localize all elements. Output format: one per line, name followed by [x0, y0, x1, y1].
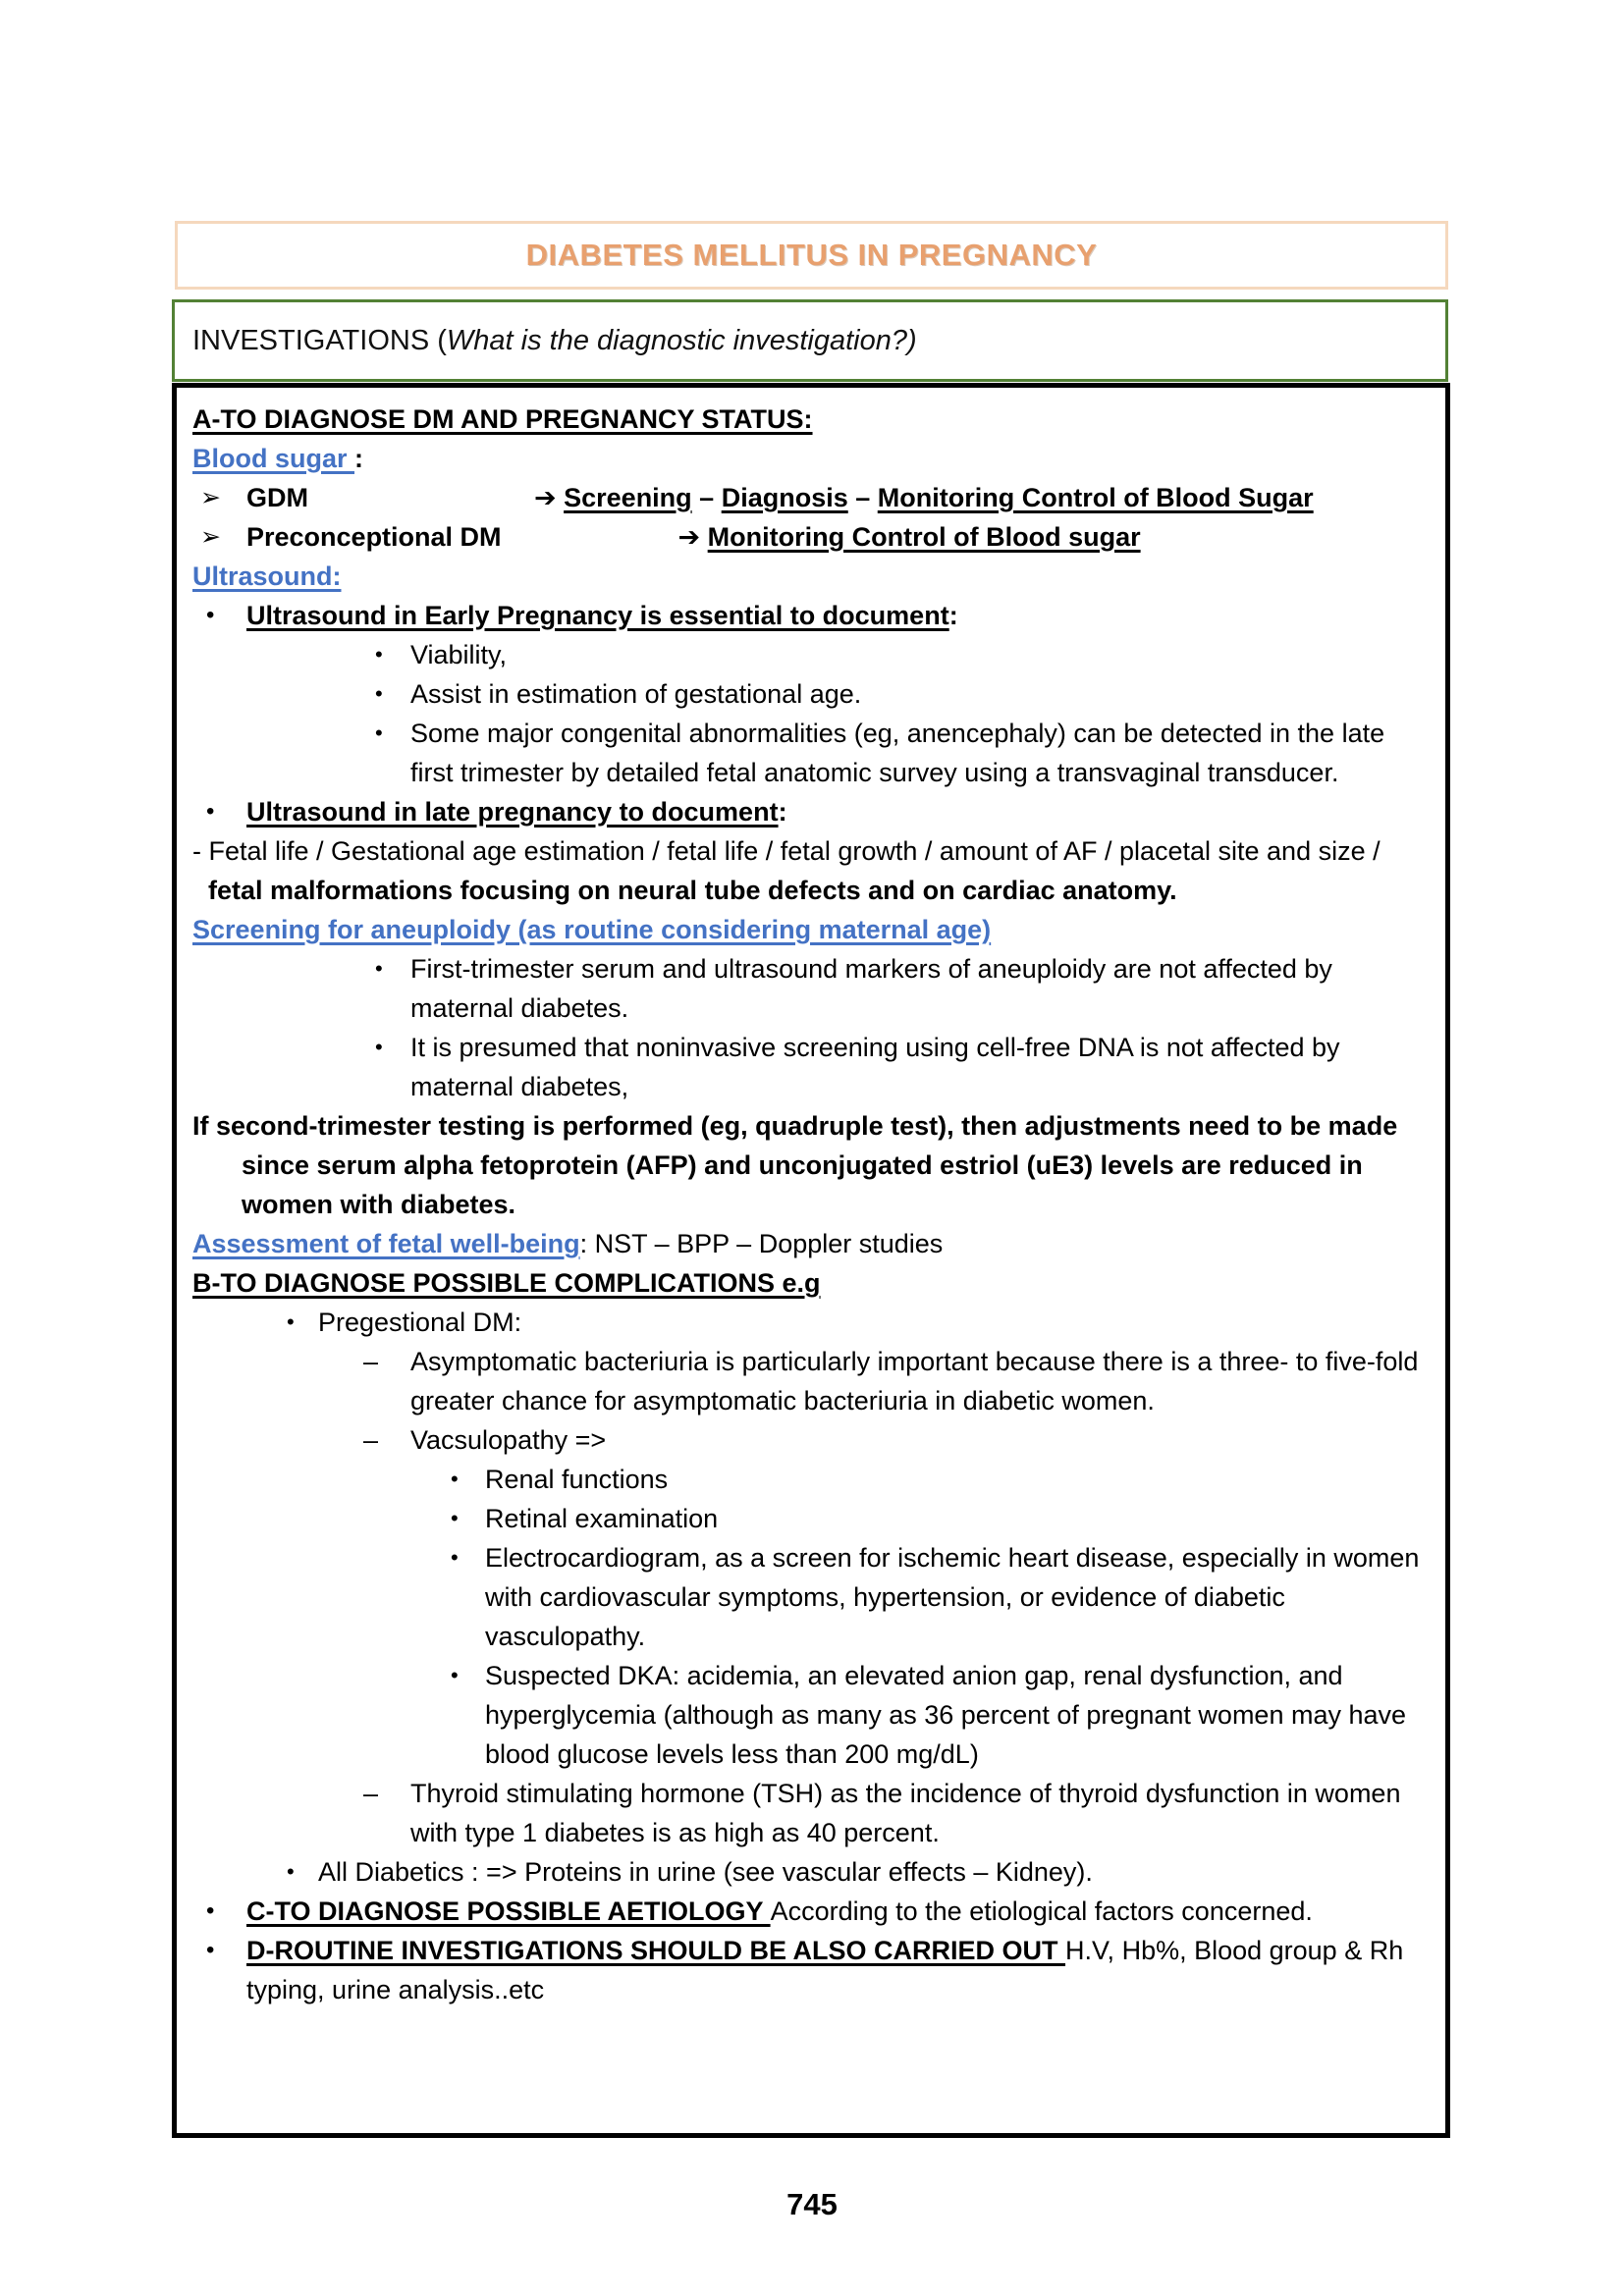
- bullet-marker: •: [375, 642, 383, 667]
- content-line: [192, 1420, 1428, 1460]
- text-run: C-TO DIAGNOSE POSSIBLE AETIOLOGY: [246, 1896, 771, 1926]
- content-line: [192, 1460, 1428, 1499]
- text-run: GDM: [246, 483, 308, 512]
- content-line: [192, 478, 1428, 517]
- text-run: :: [354, 444, 364, 473]
- content-line: [192, 1931, 1428, 2009]
- content-line: [192, 1224, 1428, 1263]
- bullet-marker: •: [287, 1309, 295, 1334]
- content-line: [192, 674, 1428, 714]
- bullet-marker: •: [451, 1545, 459, 1570]
- bullet-marker: •: [375, 1035, 383, 1059]
- question-box: [172, 299, 1448, 382]
- text-run: Thyroid stimulating hormone (TSH) as the incidence of thyroid dysfunction in women with type 1 diabetes is as high as 40 percent.: [410, 1779, 1401, 1847]
- text-run: :: [778, 797, 787, 827]
- text-run: A-TO DIAGNOSE DM AND PREGNANCY STATUS:: [192, 404, 813, 434]
- content-line: [192, 400, 1428, 439]
- bullet-marker: •: [451, 1663, 459, 1687]
- page-number: 745: [786, 2187, 838, 2221]
- text-run: Vacsulopathy =>: [410, 1425, 607, 1455]
- text-run: Retinal examination: [485, 1504, 719, 1533]
- content-line: [192, 1774, 1428, 1852]
- bullet-marker: •: [375, 721, 383, 745]
- text-run: D-ROUTINE INVESTIGATIONS SHOULD BE ALSO CARRIED OUT: [246, 1936, 1066, 1965]
- text-run: Ultrasound in Early Pregnancy is essential to document: [246, 601, 949, 630]
- content-line: [192, 635, 1428, 674]
- content-line: [192, 1538, 1428, 1656]
- content-box: [172, 383, 1450, 2138]
- text-run: Monitoring Control of Blood sugar: [707, 522, 1141, 552]
- text-run: According to the etiological factors concerned.: [770, 1896, 1313, 1926]
- bullet-marker: –: [363, 1779, 379, 1808]
- content-line: [192, 596, 1428, 635]
- content-line: [192, 557, 1428, 596]
- text-run: Preconceptional DM: [246, 522, 502, 552]
- text-run: –: [847, 483, 878, 512]
- bullet-marker: •: [451, 1506, 459, 1530]
- text-run: Assessment of fetal well-being: [192, 1229, 580, 1258]
- text-run: Renal functions: [485, 1465, 669, 1494]
- bullet-marker: •: [206, 1897, 215, 1924]
- bullet-marker: •: [206, 1937, 215, 1963]
- content-line: [192, 1499, 1428, 1538]
- content-line: [192, 792, 1428, 831]
- content-line: [192, 517, 1428, 557]
- text-run: Diagnosis: [721, 483, 848, 512]
- content-line: [192, 1852, 1428, 1892]
- content-line: [192, 910, 1428, 949]
- text-run: ➔: [534, 483, 565, 512]
- text-run: Assist in estimation of gestational age.: [410, 679, 862, 709]
- bullet-marker: –: [363, 1425, 379, 1455]
- content-line: [192, 949, 1428, 1028]
- text-run: ➔: [677, 522, 708, 552]
- text-run: fetal malformations focusing on neural tube defects and on cardiac anatomy.: [208, 876, 1177, 905]
- text-run: If second-trimester testing is performed (eg, quadruple test), then adjustments need to be made since serum alpha fetoprotein (AFP) and unconjugated estriol (uE3) levels are reduced in women with diabetes.: [192, 1111, 1398, 1219]
- question-text: [192, 325, 917, 357]
- bullet-marker: ➢: [200, 484, 221, 511]
- text-run: Ultrasound in late pregnancy to document: [246, 797, 779, 827]
- text-run: Suspected DKA: acidemia, an elevated anion gap, renal dysfunction, and hyperglycemia (although as many as 36 percent of pregnant women may have blood glucose levels less than 200 mg/dL): [485, 1661, 1407, 1769]
- content-lines: [192, 400, 1428, 2009]
- bullet-marker: •: [375, 956, 383, 981]
- content-line: [192, 1656, 1428, 1774]
- content-line: [192, 714, 1428, 792]
- bullet-marker: •: [287, 1859, 295, 1884]
- text-run: B-TO DIAGNOSE POSSIBLE COMPLICATIONS e.g: [192, 1268, 821, 1298]
- text-run: Viability,: [410, 640, 508, 669]
- title-box: [175, 221, 1448, 290]
- text-run: H.V, Hb%, Blood group & Rh typing, urine analysis..etc: [246, 1936, 1404, 2004]
- text-run: –: [691, 483, 722, 512]
- content-line: [192, 831, 1428, 910]
- text-run: It is presumed that noninvasive screening using cell-free DNA is not affected by maternal diabetes,: [410, 1033, 1340, 1101]
- text-run: Electrocardiogram, as a screen for ischemic heart disease, especially in women with cardiovascular symptoms, hypertension, or evidence of diabetic vasculopathy.: [485, 1543, 1420, 1651]
- bullet-marker: •: [375, 681, 383, 706]
- question-prefix: INVESTIGATIONS (: [192, 324, 447, 356]
- bullet-marker: –: [363, 1347, 379, 1376]
- text-run: Pregestional DM:: [318, 1308, 522, 1337]
- text-run: Blood sugar: [192, 444, 355, 473]
- text-run: Monitoring Control of Blood Sugar: [877, 483, 1314, 512]
- content-line: [192, 1892, 1428, 1931]
- content-line: [192, 1303, 1428, 1342]
- text-run: All Diabetics : => Proteins in urine (see vascular effects – Kidney).: [318, 1857, 1093, 1887]
- content-line: [192, 1028, 1428, 1106]
- text-run: Ultrasound:: [192, 561, 342, 591]
- text-run: Screening: [564, 483, 692, 512]
- question-italic: What is the diagnostic investigation?: [446, 324, 907, 356]
- text-run: : NST – BPP – Doppler studies: [579, 1229, 944, 1258]
- bullet-marker: •: [451, 1467, 459, 1491]
- bullet-marker: •: [206, 602, 215, 628]
- page-title: DIABETES MELLITUS IN PREGNANCY: [525, 238, 1098, 272]
- content-line: [192, 1342, 1428, 1420]
- text-run: :: [948, 601, 958, 630]
- question-suffix: ): [907, 324, 917, 356]
- bullet-marker: ➢: [200, 523, 221, 551]
- text-run: Screening for aneuploidy (as routine considering maternal age): [192, 915, 992, 944]
- text-run: Some major congenital abnormalities (eg, anencephaly) can be detected in the late first trimester by detailed fetal anatomic survey using a transvaginal transducer.: [410, 719, 1385, 787]
- bullet-marker: •: [206, 798, 215, 825]
- text-run: First-trimester serum and ultrasound markers of aneuploidy are not affected by maternal diabetes.: [410, 954, 1332, 1023]
- text-run: - Fetal life / Gestational age estimation / fetal life / fetal growth / amount of AF / placetal site and size /: [192, 836, 1380, 866]
- content-line: [192, 439, 1428, 478]
- text-run: Asymptomatic bacteriuria is particularly important because there is a three- to five-fold greater chance for asymptomatic bacteriuria in diabetic women.: [410, 1347, 1419, 1415]
- content-line: [192, 1263, 1428, 1303]
- content-line: [192, 1106, 1428, 1224]
